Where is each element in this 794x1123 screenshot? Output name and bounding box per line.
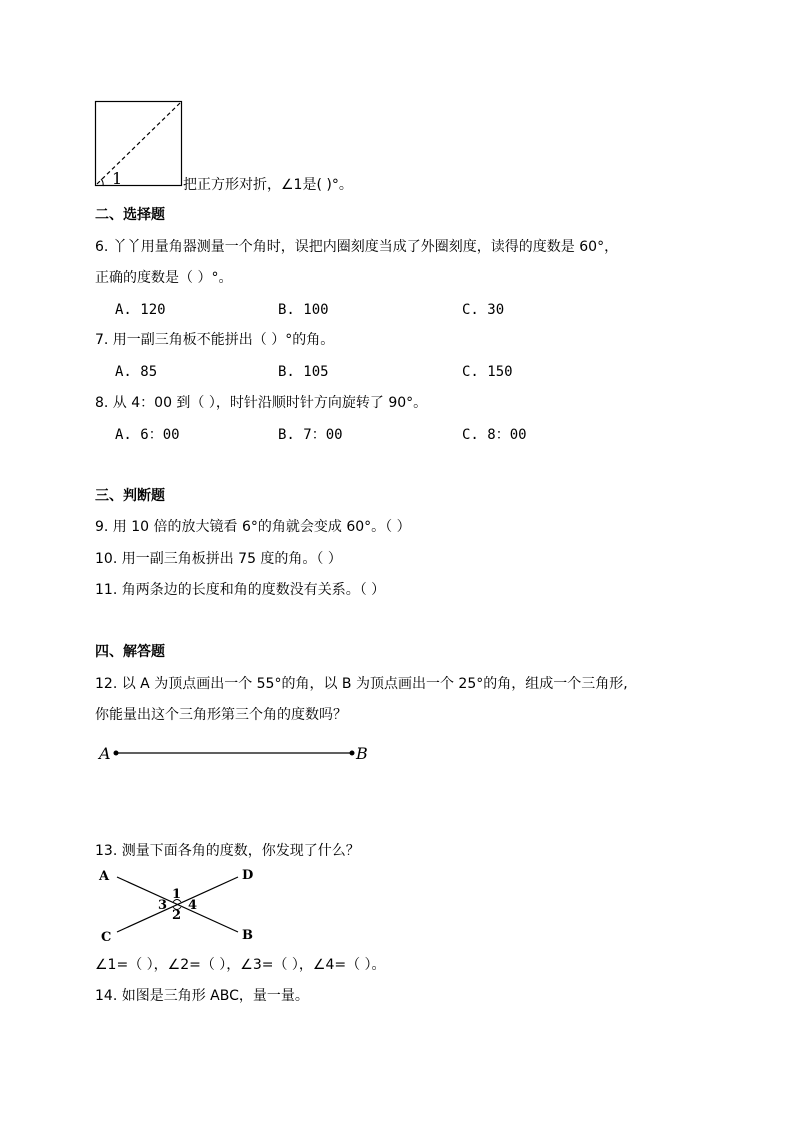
folded-square-figure [94, 100, 184, 188]
q8-option-c[interactable]: C. 8：00 [462, 427, 527, 443]
q8-text: 8. 从 4：00 到（ ），时针沿顺时针方向旋转了 90°。 [95, 395, 428, 411]
angle-label-4: 4 [188, 898, 198, 913]
q7-text: 7. 用一副三角板不能拼出（ ）°的角。 [95, 332, 335, 348]
q6-option-c[interactable]: C. 30 [462, 302, 505, 318]
angle-label-1: 1 [112, 169, 123, 188]
angle-label-3: 3 [158, 898, 168, 913]
q12-line2: 你能量出这个三角形第三个角的度数吗？ [95, 707, 347, 723]
q7-option-b[interactable]: B. 105 [278, 364, 329, 380]
q6-option-b[interactable]: B. 100 [278, 302, 329, 318]
q10-text: 10. 用一副三角板拼出 75 度的角。（ ） [95, 551, 342, 567]
label-c: C [101, 930, 112, 945]
q8-option-b[interactable]: B. 7：00 [278, 427, 343, 443]
q6-option-a[interactable]: A. 120 [115, 302, 166, 318]
label-a: A [99, 869, 110, 884]
q12-line1: 12. 以 A 为顶点画出一个 55°的角，以 B 为顶点画出一个 25°的角，组成一个三角形, [95, 676, 628, 692]
intersecting-lines-figure [95, 866, 265, 946]
q7-option-a[interactable]: A. 85 [115, 364, 158, 380]
q13-text: 13. 测量下面各角的度数，你发现了什么？ [95, 843, 360, 859]
q14-text: 14. 如图是三角形 ABC，量一量。 [95, 988, 309, 1004]
angle-label-1: 1 [172, 887, 182, 902]
segment-ab-figure [95, 740, 385, 766]
point-a-label: A [99, 744, 111, 763]
q11-text: 11. 角两条边的长度和角的度数没有关系。（ ） [95, 582, 386, 598]
q5-text: 把正方形对折，∠1是( )°。 [183, 177, 353, 193]
q9-text: 9. 用 10 倍的放大镜看 6°的角就会变成 60°。（ ） [95, 519, 411, 535]
section-title-judgement: 三、判断题 [95, 488, 165, 504]
angle-label-2: 2 [172, 908, 182, 923]
label-b: B [242, 928, 253, 943]
q13-answers: ∠1=（ ），∠2=（ ），∠3=（ ），∠4=（ ）。 [95, 957, 386, 973]
section-title-answer: 四、解答题 [95, 644, 165, 660]
point-b [350, 751, 355, 756]
q6-line1: 6. 丫丫用量角器测量一个角时，误把内圈刻度当成了外圈刻度，读得的度数是 60°， [95, 239, 619, 255]
q8-option-a[interactable]: A. 6：00 [115, 427, 180, 443]
point-b-label: B [356, 744, 368, 763]
q6-line2: 正确的度数是（ ）°。 [95, 270, 233, 286]
fold-diagonal [97, 103, 180, 184]
label-d: D [242, 868, 254, 883]
q7-option-c[interactable]: C. 150 [462, 364, 513, 380]
section-title-choice: 二、选择题 [95, 207, 165, 223]
